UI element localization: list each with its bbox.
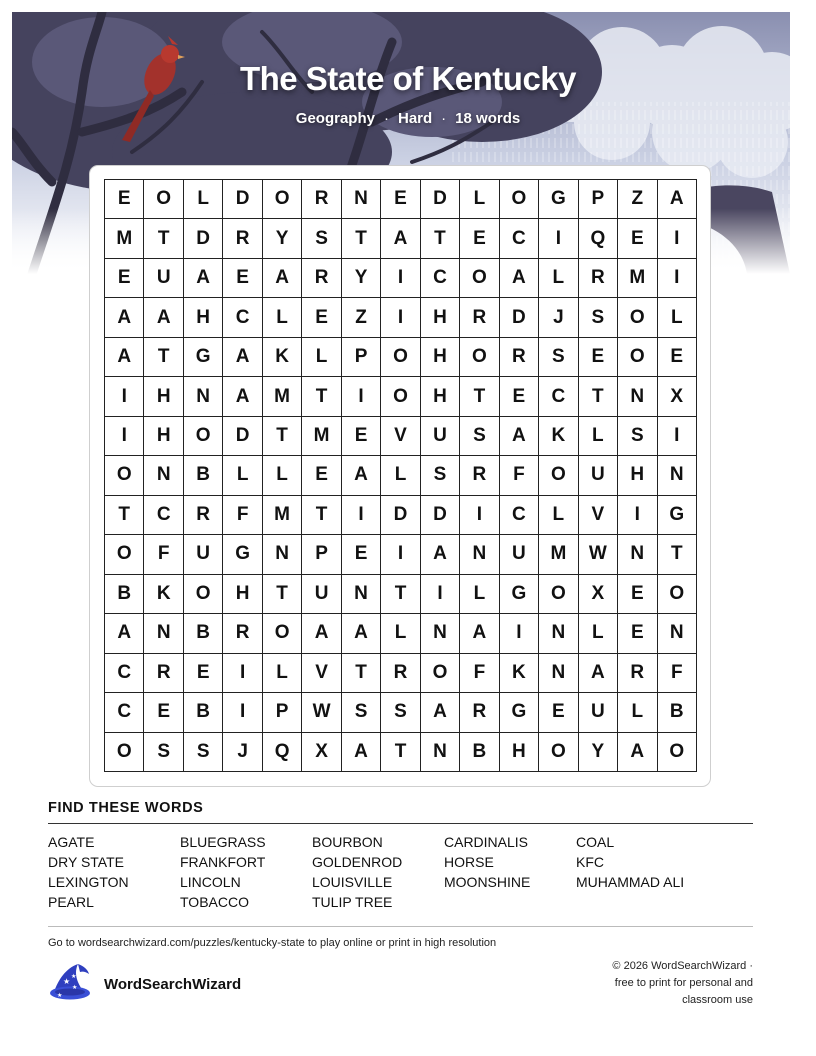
grid-cell[interactable]: L [579,417,618,456]
grid-cell[interactable]: G [658,496,697,535]
grid-cell[interactable]: O [105,733,144,772]
grid-cell[interactable]: E [460,219,499,258]
grid-cell[interactable]: W [302,693,341,732]
grid-cell[interactable]: O [421,654,460,693]
grid-cell[interactable]: G [184,338,223,377]
grid-cell[interactable]: O [658,733,697,772]
grid-cell[interactable]: H [184,298,223,337]
grid-cell[interactable]: E [105,180,144,219]
divider [48,926,753,927]
grid-cell[interactable]: N [658,456,697,495]
word-list-item: AGATE [48,834,95,850]
grid-cell[interactable]: A [421,535,460,574]
grid-cell[interactable]: U [579,693,618,732]
grid-cell[interactable]: T [579,377,618,416]
grid-cell[interactable]: C [105,654,144,693]
grid-cell[interactable]: O [263,180,302,219]
grid-cell[interactable]: A [105,338,144,377]
grid-cell[interactable]: R [223,614,262,653]
grid-cell[interactable]: O [263,614,302,653]
grid-cell[interactable]: P [579,180,618,219]
grid-cell[interactable]: I [658,259,697,298]
grid-cell[interactable]: E [381,180,420,219]
wizard-hat-icon [48,962,92,1007]
grid-cell[interactable]: R [302,259,341,298]
grid-cell[interactable]: L [223,456,262,495]
grid-cell[interactable]: Y [579,733,618,772]
grid-cell[interactable]: K [500,654,539,693]
grid-cell[interactable]: A [579,654,618,693]
brand[interactable] [48,962,241,1007]
grid-cell[interactable]: E [618,614,657,653]
meta-separator: · [441,110,447,127]
grid-cell[interactable]: F [500,456,539,495]
grid-cell[interactable]: M [539,535,578,574]
grid-cell[interactable]: D [500,298,539,337]
grid-cell[interactable]: D [421,180,460,219]
grid-cell[interactable]: A [500,417,539,456]
grid-cell[interactable]: K [263,338,302,377]
grid-cell[interactable]: Z [618,180,657,219]
grid-cell[interactable]: O [105,456,144,495]
grid-cell[interactable]: H [421,298,460,337]
grid-cell[interactable]: V [579,496,618,535]
grid-cell[interactable]: T [144,338,183,377]
grid-cell[interactable]: L [460,180,499,219]
grid-cell[interactable]: A [223,338,262,377]
grid-cell[interactable]: O [539,456,578,495]
grid-cell[interactable]: A [342,456,381,495]
grid-cell[interactable]: T [263,575,302,614]
grid-cell[interactable]: I [618,496,657,535]
copyright-line: classroom use [682,994,753,1006]
grid-cell[interactable]: P [263,693,302,732]
copyright-line: free to print for personal and [614,977,753,989]
grid-cell[interactable]: N [342,575,381,614]
grid-cell[interactable]: P [302,535,341,574]
grid-cell[interactable]: U [184,535,223,574]
grid-cell[interactable]: O [184,417,223,456]
grid-cell[interactable]: D [184,219,223,258]
grid-cell[interactable]: S [144,733,183,772]
grid-cell[interactable]: V [302,654,341,693]
grid-cell[interactable]: S [460,417,499,456]
grid-cell[interactable]: T [105,496,144,535]
grid-cell[interactable]: R [618,654,657,693]
grid-cell[interactable]: I [381,535,420,574]
grid-cell[interactable]: E [105,259,144,298]
grid-cell[interactable]: N [539,654,578,693]
grid-cell[interactable]: I [658,417,697,456]
grid-cell[interactable]: M [302,417,341,456]
grid-cell[interactable]: L [184,180,223,219]
grid-cell[interactable]: E [302,298,341,337]
grid-cell[interactable]: B [460,733,499,772]
grid-cell[interactable]: H [144,417,183,456]
grid-cell[interactable]: H [421,377,460,416]
grid-cell[interactable]: E [342,535,381,574]
word-count-label: 18 words [455,110,521,127]
grid-cell[interactable]: G [539,180,578,219]
word-list-item: HORSE [444,854,494,870]
word-list-item: DRY STATE [48,854,124,870]
letter-grid [104,179,697,772]
grid-cell[interactable]: V [381,417,420,456]
grid-cell[interactable]: M [105,219,144,258]
grid-cell[interactable]: S [342,693,381,732]
grid-cell[interactable]: U [421,417,460,456]
svg-text:★: ★ [63,977,71,986]
grid-cell[interactable]: L [539,496,578,535]
grid-cell[interactable]: U [302,575,341,614]
word-list-item: TULIP TREE [312,894,393,910]
grid-cell[interactable]: B [184,693,223,732]
grid-cell[interactable]: E [618,219,657,258]
grid-cell[interactable]: R [460,693,499,732]
grid-cell[interactable]: O [105,535,144,574]
grid-cell[interactable]: T [460,377,499,416]
grid-cell[interactable]: Z [342,298,381,337]
word-list-item: MOONSHINE [444,874,531,890]
grid-cell[interactable]: L [381,614,420,653]
word-list-item: FRANKFORT [180,854,266,870]
word-list-item: BOURBON [312,834,383,850]
grid-cell[interactable]: T [421,219,460,258]
grid-cell[interactable]: L [618,693,657,732]
grid-cell[interactable]: R [223,219,262,258]
grid-cell[interactable]: L [263,456,302,495]
grid-cell[interactable]: U [579,456,618,495]
word-list-item: PEARL [48,894,94,910]
copyright-note [563,958,753,1009]
grid-cell[interactable]: L [302,338,341,377]
grid-cell[interactable]: O [460,259,499,298]
grid-cell[interactable]: T [302,496,341,535]
svg-text:★: ★ [71,973,77,980]
grid-cell[interactable]: D [223,180,262,219]
grid-cell[interactable]: T [302,377,341,416]
grid-cell[interactable]: D [421,496,460,535]
grid-cell[interactable]: S [579,298,618,337]
grid-cell[interactable]: L [658,298,697,337]
grid-cell[interactable]: M [263,377,302,416]
grid-cell[interactable]: T [263,417,302,456]
grid-cell[interactable]: H [421,338,460,377]
grid-cell[interactable]: A [421,693,460,732]
grid-cell[interactable]: E [658,338,697,377]
grid-cell[interactable]: G [223,535,262,574]
grid-cell[interactable]: E [302,456,341,495]
grid-cell[interactable]: R [381,654,420,693]
grid-cell[interactable]: O [658,575,697,614]
word-list-item: LINCOLN [180,874,241,890]
grid-cell[interactable]: F [223,496,262,535]
grid-cell[interactable]: C [223,298,262,337]
grid-cell[interactable]: C [105,693,144,732]
grid-cell[interactable]: N [144,456,183,495]
grid-cell[interactable]: I [658,219,697,258]
grid-cell[interactable]: A [302,614,341,653]
grid-cell[interactable]: T [381,575,420,614]
grid-cell[interactable]: S [381,693,420,732]
grid-cell[interactable]: R [302,180,341,219]
grid-cell[interactable]: T [342,219,381,258]
grid-cell[interactable]: C [144,496,183,535]
grid-cell[interactable]: M [263,496,302,535]
grid-cell[interactable]: E [579,338,618,377]
grid-cell[interactable]: Y [342,259,381,298]
grid-cell[interactable]: B [184,614,223,653]
grid-cell[interactable]: S [539,338,578,377]
grid-cell[interactable]: A [144,298,183,337]
grid-cell[interactable]: O [381,377,420,416]
meta-separator: · [383,110,389,127]
grid-cell[interactable]: G [500,575,539,614]
grid-cell[interactable]: N [539,614,578,653]
grid-cell[interactable]: F [144,535,183,574]
grid-cell[interactable]: J [539,298,578,337]
grid-cell[interactable]: A [460,614,499,653]
grid-cell[interactable]: I [342,496,381,535]
grid-cell[interactable]: U [500,535,539,574]
word-list-item: TOBACCO [180,894,249,910]
grid-cell[interactable]: N [460,535,499,574]
divider [48,823,753,824]
grid-cell[interactable]: I [381,298,420,337]
grid-cell[interactable]: E [539,693,578,732]
grid-cell[interactable]: E [223,259,262,298]
grid-cell[interactable]: J [223,733,262,772]
grid-cell[interactable]: O [144,180,183,219]
grid-cell[interactable]: B [184,456,223,495]
grid-cell[interactable]: N [144,614,183,653]
grid-cell[interactable]: Q [579,219,618,258]
grid-cell[interactable]: O [539,575,578,614]
grid-cell[interactable]: L [263,298,302,337]
difficulty-label: Hard [397,110,433,127]
grid-cell[interactable]: O [381,338,420,377]
grid-cell[interactable]: A [263,259,302,298]
grid-cell[interactable]: L [460,575,499,614]
grid-cell[interactable]: H [223,575,262,614]
grid-cell[interactable]: I [421,575,460,614]
grid-cell[interactable]: I [460,496,499,535]
grid-cell[interactable]: B [658,693,697,732]
brand-name: WordSearchWizard [104,976,242,993]
title-block [0,60,816,127]
grid-cell[interactable]: A [184,259,223,298]
grid-cell[interactable]: A [105,614,144,653]
word-list [48,832,728,912]
grid-cell[interactable]: S [618,417,657,456]
grid-cell[interactable]: E [144,693,183,732]
grid-cell[interactable]: O [618,298,657,337]
grid-cell[interactable]: A [658,180,697,219]
grid-cell[interactable]: H [618,456,657,495]
grid-cell[interactable]: I [105,417,144,456]
word-list-item: BLUEGRASS [180,834,266,850]
grid-cell[interactable]: E [618,575,657,614]
grid-cell[interactable]: T [144,219,183,258]
grid-cell[interactable]: L [539,259,578,298]
grid-cell[interactable]: M [618,259,657,298]
grid-cell[interactable]: A [342,733,381,772]
puzzle-title: The State of Kentucky [239,60,577,97]
grid-cell[interactable]: W [579,535,618,574]
grid-cell[interactable]: E [184,654,223,693]
grid-cell[interactable]: I [381,259,420,298]
grid-cell[interactable]: I [223,693,262,732]
grid-cell[interactable]: A [105,298,144,337]
grid-cell[interactable]: D [223,417,262,456]
grid-cell[interactable]: N [618,535,657,574]
grid-cell[interactable]: I [105,377,144,416]
grid-cell[interactable]: R [460,456,499,495]
grid-cell[interactable]: L [381,456,420,495]
word-list-item: KFC [576,854,604,870]
grid-cell[interactable]: A [342,614,381,653]
grid-cell[interactable]: O [460,338,499,377]
grid-cell[interactable]: S [421,456,460,495]
grid-cell[interactable]: X [302,733,341,772]
grid-cell[interactable]: C [500,496,539,535]
grid-cell[interactable]: L [263,654,302,693]
word-list-item: LEXINGTON [48,874,129,890]
svg-text:★: ★ [57,992,63,999]
grid-cell[interactable]: N [184,377,223,416]
grid-cell[interactable]: O [539,733,578,772]
puzzle-meta [0,110,816,127]
category-label: Geography [295,110,375,127]
grid-cell[interactable]: P [342,338,381,377]
grid-cell[interactable]: N [421,614,460,653]
grid-cell[interactable]: C [539,377,578,416]
grid-cell[interactable]: H [500,733,539,772]
grid-cell[interactable]: S [302,219,341,258]
word-list-item: MUHAMMAD ALI [576,874,685,890]
grid-cell[interactable]: T [658,535,697,574]
grid-cell[interactable]: K [539,417,578,456]
grid-cell[interactable]: E [342,417,381,456]
word-list-item: COAL [576,834,615,850]
word-list-item: CARDINALIS [444,834,529,850]
grid-cell[interactable]: Y [263,219,302,258]
grid-cell[interactable]: C [500,219,539,258]
grid-cell[interactable]: O [618,338,657,377]
grid-cell[interactable]: R [500,338,539,377]
play-online-note: Go to wordsearchwizard.com/puzzles/kentucky-state to play online or print in high resolution [48,937,497,949]
grid-cell[interactable]: A [500,259,539,298]
grid-cell[interactable]: N [658,614,697,653]
grid-cell[interactable]: A [381,219,420,258]
grid-cell[interactable]: R [184,496,223,535]
grid-cell[interactable]: S [184,733,223,772]
word-list-item: LOUISVILLE [312,874,393,890]
grid-cell[interactable]: L [579,614,618,653]
grid-cell[interactable]: Q [263,733,302,772]
grid-cell[interactable]: K [144,575,183,614]
copyright-line: © 2026 WordSearchWizard · [612,960,753,972]
grid-cell[interactable]: N [421,733,460,772]
grid-cell[interactable]: O [500,180,539,219]
grid-cell[interactable]: F [658,654,697,693]
grid-cell[interactable]: N [342,180,381,219]
grid-cell[interactable]: I [342,377,381,416]
grid-cell[interactable]: G [500,693,539,732]
grid-cell[interactable]: E [500,377,539,416]
word-list-heading: FIND THESE WORDS [48,800,204,816]
grid-cell[interactable]: I [223,654,262,693]
grid-cell[interactable]: I [500,614,539,653]
svg-text:★: ★ [72,984,78,991]
grid-cell[interactable]: R [579,259,618,298]
grid-cell[interactable]: N [263,535,302,574]
grid-cell[interactable]: R [144,654,183,693]
grid-cell[interactable]: I [539,219,578,258]
grid-cell[interactable]: R [460,298,499,337]
grid-cell[interactable]: T [342,654,381,693]
grid-cell[interactable]: H [144,377,183,416]
grid-cell[interactable]: A [618,733,657,772]
word-list-item: GOLDENROD [312,854,403,870]
grid-cell[interactable]: T [381,733,420,772]
grid-cell[interactable]: X [658,377,697,416]
grid-cell[interactable]: U [144,259,183,298]
grid-cell[interactable]: D [381,496,420,535]
grid-cell[interactable]: B [105,575,144,614]
grid-cell[interactable]: F [460,654,499,693]
grid-cell[interactable]: N [618,377,657,416]
grid-cell[interactable]: C [421,259,460,298]
grid-cell[interactable]: X [579,575,618,614]
grid-cell[interactable]: O [184,575,223,614]
grid-cell[interactable]: A [223,377,262,416]
